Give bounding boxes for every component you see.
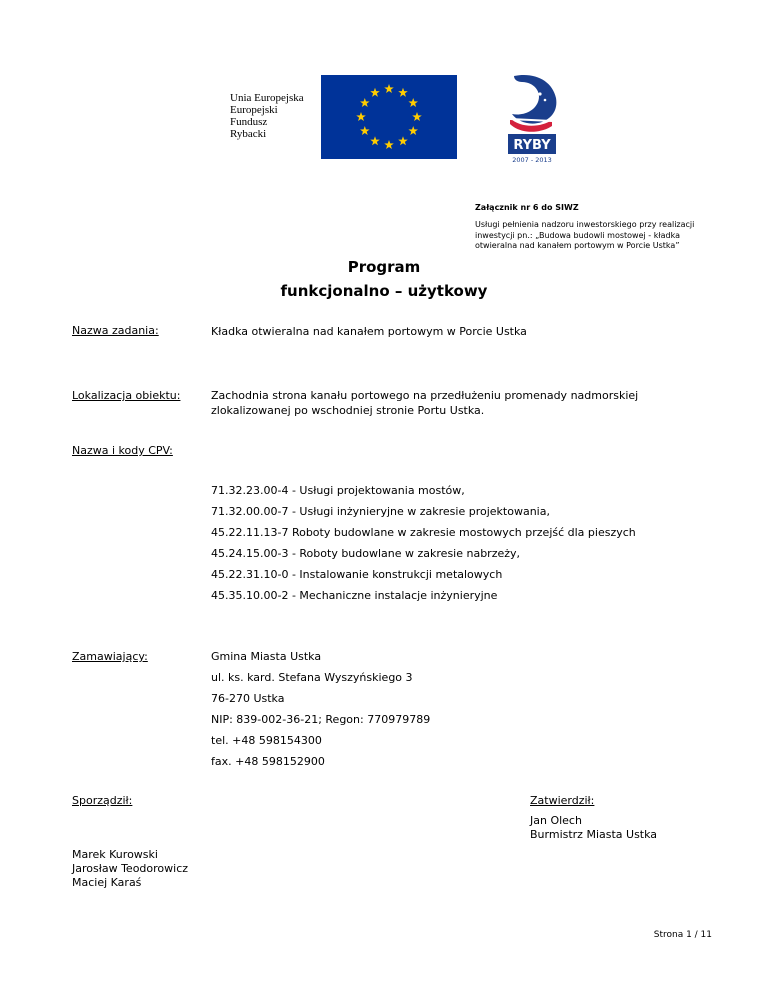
fund-line: Europejski [230,104,278,116]
preparer-name: Maciej Karaś [72,876,142,889]
eu-stars-icon [321,75,457,159]
annex-description: Usługi pełnienia nadzoru inwestorskiego przy realizacji inwestycji pn.: „Budowa budowli mostowej - kładka otwieralna nad kanałem portowym w Porcie Ustka” [475,220,695,250]
approved-label: Zatwierdził: [530,794,595,807]
client-line: NIP: 839-002-36-21; Regon: 770979789 [211,713,431,726]
cpv-item: 45.35.10.00-2 - Mechaniczne instalacje inżynieryjne [211,589,498,602]
ryby-logo-text: RYBY [513,138,551,153]
approver-role: Burmistrz Miasta Ustka [530,828,658,841]
document-subtitle: funkcjonalno – użytkowy [280,282,488,300]
client-line: Gmina Miasta Ustka [211,650,322,663]
approver-name: Jan Olech [530,814,582,827]
annex-title: Załącznik nr 6 do SIWZ [475,203,579,212]
client-line: tel. +48 598154300 [211,734,322,747]
client-line: ul. ks. kard. Stefana Wyszyńskiego 3 [211,671,413,684]
preparer-name: Jarosław Teodorowicz [72,862,189,875]
task-name-label: Nazwa zadania: [72,324,159,337]
task-name-value: Kładka otwieralna nad kanałem portowym w Porcie Ustka [211,325,527,338]
location-label: Lokalizacja obiektu: [72,389,181,402]
cpv-item: 71.32.23.00-4 - Usługi projektowania mostów, [211,484,465,497]
client-label: Zamawiający: [72,650,148,663]
cpv-item: 45.22.11.13-7 Roboty budowlane w zakresie mostowych przejść dla pieszych [211,526,636,539]
cpv-item: 45.24.15.00-3 - Roboty budowlane w zakresie nabrzeży, [211,547,521,560]
fund-line: Fundusz [230,116,268,128]
prepared-label: Sporządził: [72,794,133,807]
preparers-block [72,848,188,890]
preparer-name: Marek Kurowski [72,848,158,861]
cpv-label: Nazwa i kody CPV: [72,444,173,457]
fund-name [230,92,325,140]
page-number: Strona 1 / 11 [653,930,712,940]
client-line: fax. +48 598152900 [211,755,325,768]
fund-line: Unia Europejska [230,92,304,104]
eu-flag-logo [321,75,457,159]
approver-block [530,814,657,842]
ryby-logo-years: 2007 - 2013 [512,156,552,164]
ryby-logo [500,72,564,164]
fund-line: Rybacki [230,128,267,140]
document-title: Program [347,258,421,276]
cpv-item: 45.22.31.10-0 - Instalowanie konstrukcji metalowych [211,568,503,581]
cpv-item: 71.32.00.00-7 - Usługi inżynieryjne w zakresie projektowania, [211,505,550,518]
annex-block [475,203,715,252]
location-value: Zachodnia strona kanału portowego na przedłużeniu promenady nadmorskiej zlokalizowanej po wschodniej stronie Portu Ustka. [211,389,639,417]
client-line: 76-270 Ustka [211,692,285,705]
fish-logo-icon [500,72,564,164]
